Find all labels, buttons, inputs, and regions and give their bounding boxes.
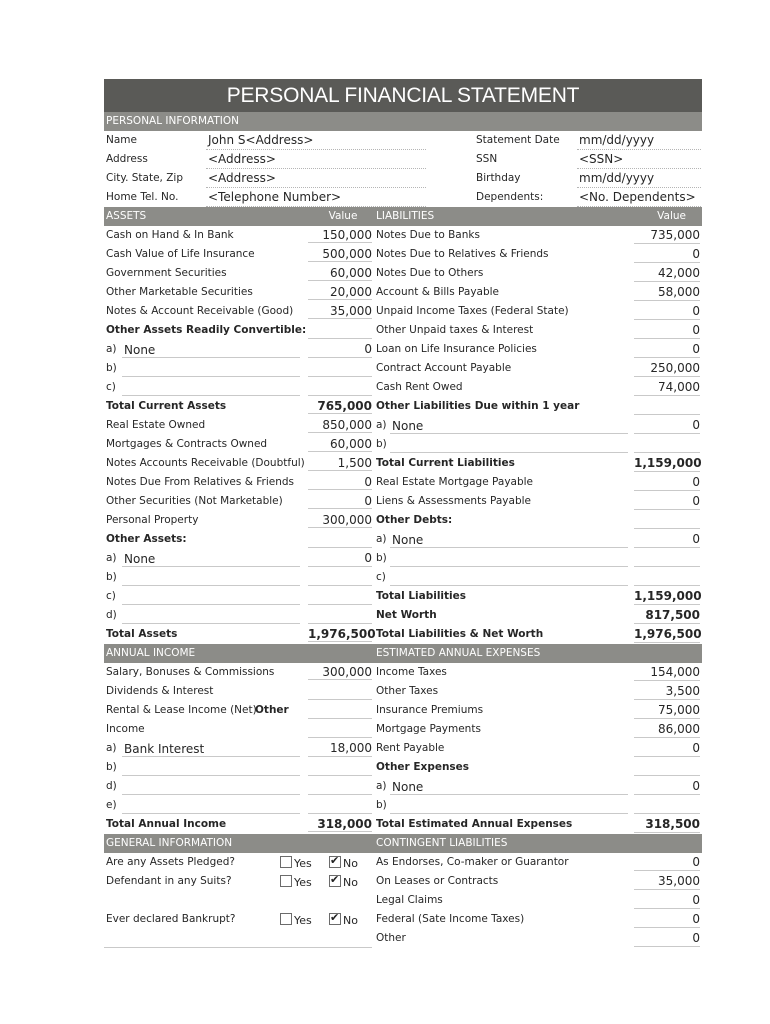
left-label: Cash on Hand & In Bank	[106, 229, 234, 241]
right-label: Net Worth	[376, 609, 437, 621]
right-label: Federal (Sate Income Taxes)	[376, 913, 525, 925]
left-description-field[interactable]	[122, 571, 300, 586]
right-amount	[634, 551, 700, 567]
left-label: b)	[106, 571, 117, 583]
left-amount-field[interactable]	[308, 779, 372, 795]
right-label: Real Estate Mortgage Payable	[376, 476, 534, 488]
left-amount-field[interactable]: 0	[308, 551, 372, 567]
left-amount: 300,000	[308, 513, 372, 528]
checkmark-icon	[329, 856, 341, 868]
form-row	[104, 777, 702, 796]
checkbox-icon	[280, 856, 292, 868]
annual-income-header: ANNUAL INCOME	[106, 647, 196, 659]
section-header-general-contingent	[104, 834, 702, 853]
right-amount: 0	[634, 342, 700, 358]
right-label: b)	[376, 799, 387, 811]
left-amount: 1,976,500	[308, 627, 376, 641]
no-checkbox[interactable]	[329, 875, 358, 889]
form-row	[104, 815, 702, 834]
left-amount	[308, 722, 372, 738]
right-label: Total Estimated Annual Expenses	[376, 818, 573, 830]
left-label: c)	[106, 590, 116, 602]
right-amount: 817,500	[634, 608, 700, 624]
no-checkbox[interactable]	[329, 913, 358, 927]
form-row	[104, 606, 702, 625]
left-amount-field[interactable]	[308, 589, 372, 605]
dependents-label: Dependents:	[476, 191, 544, 203]
left-label: Other Assets Readily Convertible:	[106, 324, 307, 336]
form-row	[104, 758, 702, 777]
section-header-assets-liabilities	[104, 207, 702, 226]
form-row	[104, 929, 702, 948]
address-label: Address	[106, 153, 148, 165]
left-amount: 850,000	[308, 418, 372, 433]
no-label: No	[343, 914, 358, 927]
right-label: Total Current Liabilities	[376, 457, 515, 469]
form-row	[104, 663, 702, 682]
right-label: Liens & Assessments Payable	[376, 495, 531, 507]
right-label: Other Taxes	[376, 685, 439, 697]
right-amount	[634, 570, 700, 586]
right-label: Notes Due to Others	[376, 267, 484, 279]
right-amount: 42,000	[634, 266, 700, 282]
form-row	[104, 720, 702, 739]
left-description-field[interactable]	[122, 590, 300, 605]
left-label-bold: Other	[255, 704, 289, 716]
right-amount	[634, 760, 700, 776]
right-amount	[634, 437, 700, 453]
left-label: a)	[106, 742, 117, 754]
left-amount-field[interactable]: 18,000	[308, 741, 372, 757]
right-amount: 318,500	[634, 817, 700, 833]
right-label: Other Debts:	[376, 514, 453, 526]
left-amount: 0	[308, 494, 372, 509]
form-row	[104, 473, 702, 492]
left-amount: 318,000	[308, 817, 372, 832]
left-amount-field[interactable]	[308, 570, 372, 586]
no-label: No	[343, 857, 358, 870]
liabilities-value-header: Value	[657, 210, 686, 222]
left-amount	[308, 532, 372, 548]
form-row	[104, 587, 702, 606]
left-label: Personal Property	[106, 514, 199, 526]
info-row-address	[104, 150, 702, 169]
left-amount: 0	[308, 475, 372, 490]
form-row	[104, 891, 702, 910]
right-label: Account & Bills Payable	[376, 286, 500, 298]
left-label: d)	[106, 780, 117, 792]
left-description-field[interactable]	[122, 362, 300, 377]
form-row	[104, 359, 702, 378]
left-label: Mortgages & Contracts Owned	[106, 438, 268, 450]
form-row	[104, 340, 702, 359]
left-label: Salary, Bonuses & Commissions	[106, 666, 275, 678]
right-label: Rent Payable	[376, 742, 445, 754]
left-label: Ever declared Bankrupt?	[106, 913, 236, 925]
left-description-field[interactable]	[122, 780, 300, 795]
right-description-field[interactable]: None	[390, 780, 628, 795]
form-row	[104, 302, 702, 321]
left-amount	[308, 684, 372, 700]
right-amount: 3,500	[634, 684, 700, 700]
checkbox-icon	[280, 913, 292, 925]
left-label: b)	[106, 362, 117, 374]
right-label: b)	[376, 552, 387, 564]
left-label: c)	[106, 381, 116, 393]
left-label: Defendant in any Suits?	[106, 875, 232, 887]
form-title: PERSONAL FINANCIAL STATEMENT	[104, 79, 702, 112]
form-row	[104, 910, 702, 929]
ssn-label: SSN	[476, 153, 498, 165]
no-label: No	[343, 876, 358, 889]
form-row	[104, 511, 702, 530]
left-label: Income	[106, 723, 145, 735]
right-description-field[interactable]	[390, 799, 628, 814]
right-amount: 1,976,500	[634, 627, 702, 641]
city-state-zip-field[interactable]: <Address>	[206, 171, 426, 188]
form-row	[104, 739, 702, 758]
name-field[interactable]: John S<Address>	[206, 133, 426, 150]
birthday-label: Birthday	[476, 172, 521, 184]
general-info-header: GENERAL INFORMATION	[106, 837, 233, 849]
checkmark-icon	[329, 913, 341, 925]
form-row	[104, 416, 702, 435]
form-row	[104, 321, 702, 340]
left-amount: 765,000	[308, 399, 372, 414]
general-contingent-rows	[104, 853, 702, 948]
left-amount-field[interactable]	[308, 380, 372, 396]
right-amount: 1,159,000	[634, 456, 702, 470]
section-header-income-expenses	[104, 644, 702, 663]
form-row	[104, 245, 702, 264]
right-amount: 58,000	[634, 285, 700, 301]
left-label: Total Assets	[106, 628, 178, 640]
right-label: Total Liabilities	[376, 590, 467, 602]
form-row	[104, 682, 702, 701]
form-row	[104, 568, 702, 587]
left-amount-field[interactable]	[308, 760, 372, 776]
right-label: Other Unpaid taxes & Interest	[376, 324, 534, 336]
right-description-field[interactable]	[390, 552, 628, 567]
form-row	[104, 283, 702, 302]
right-label: Other Liabilities Due within 1 year	[376, 400, 580, 412]
dependents-field[interactable]: <No. Dependents>	[577, 190, 701, 207]
right-description-field[interactable]	[390, 438, 628, 453]
left-description-field[interactable]: None	[122, 343, 300, 358]
left-amount	[308, 323, 372, 339]
left-amount-field[interactable]: 0	[308, 342, 372, 358]
right-amount: 86,000	[634, 722, 700, 738]
right-label: As Endorses, Co-maker or Guarantor	[376, 856, 569, 868]
right-amount: 154,000	[634, 665, 700, 681]
left-label: Are any Assets Pledged?	[106, 856, 235, 868]
assets-value-header: Value	[328, 210, 358, 222]
info-row-city	[104, 169, 702, 188]
right-amount	[634, 513, 700, 529]
right-label: a)	[376, 419, 387, 431]
right-amount: 0	[634, 247, 700, 263]
right-label: Contract Account Payable	[376, 362, 512, 374]
form-row	[104, 701, 702, 720]
contingent-liabilities-header: CONTINGENT LIABILITIES	[376, 837, 508, 849]
right-amount: 35,000	[634, 874, 700, 890]
liabilities-header: LIABILITIES	[376, 210, 435, 222]
form-row	[104, 872, 702, 891]
left-amount-field[interactable]	[308, 798, 372, 814]
left-amount: 500,000	[308, 247, 372, 262]
left-amount: 35,000	[308, 304, 372, 319]
right-amount: 75,000	[634, 703, 700, 719]
form-row	[104, 454, 702, 473]
left-description-field[interactable]: Bank Interest	[122, 742, 300, 757]
right-amount	[634, 798, 700, 814]
right-amount: 74,000	[634, 380, 700, 396]
left-amount: 60,000	[308, 266, 372, 281]
yes-label: Yes	[294, 857, 312, 870]
left-label: Notes Accounts Receivable (Doubtful)	[106, 457, 305, 469]
annual-expenses-header: ESTIMATED ANNUAL EXPENSES	[376, 647, 541, 659]
form-row	[104, 796, 702, 815]
left-amount	[308, 703, 372, 719]
right-label: Other	[376, 932, 406, 944]
right-label: Notes Due to Relatives & Friends	[376, 248, 549, 260]
left-label: Notes & Account Receivable (Good)	[106, 305, 294, 317]
name-label: Name	[106, 134, 137, 146]
right-label: Mortgage Payments	[376, 723, 481, 735]
form-row	[104, 625, 702, 644]
ssn-field[interactable]: <SSN>	[577, 152, 701, 169]
right-amount: 1,159,000	[634, 589, 702, 603]
right-amount: 0	[634, 855, 700, 871]
left-label: Total Current Assets	[106, 400, 227, 412]
birthday-field[interactable]: mm/dd/yyyy	[577, 171, 701, 188]
address-field[interactable]: <Address>	[206, 152, 426, 169]
section-label: PERSONAL INFORMATION	[106, 115, 240, 127]
left-label: Notes Due From Relatives & Friends	[106, 476, 294, 488]
left-description-field[interactable]	[122, 609, 300, 624]
left-label: Dividends & Interest	[106, 685, 214, 697]
right-amount: 0	[634, 779, 700, 795]
right-amount: 250,000	[634, 361, 700, 377]
right-amount: 0	[634, 475, 700, 491]
form-row	[104, 549, 702, 568]
yes-checkbox[interactable]	[280, 875, 312, 889]
left-amount-field[interactable]	[308, 361, 372, 377]
form-row	[104, 226, 702, 245]
left-amount: 20,000	[308, 285, 372, 300]
yes-label: Yes	[294, 876, 312, 889]
left-amount: 150,000	[308, 228, 372, 243]
info-row-phone	[104, 188, 702, 207]
right-description-field[interactable]	[390, 571, 628, 586]
right-description-field[interactable]: None	[390, 419, 628, 434]
assets-header: ASSETS	[106, 210, 147, 222]
checkbox-icon	[280, 875, 292, 887]
right-label: Total Liabilities & Net Worth	[376, 628, 544, 640]
right-label: Insurance Premiums	[376, 704, 484, 716]
right-label: Legal Claims	[376, 894, 443, 906]
right-description-field[interactable]: None	[390, 533, 628, 548]
home-tel-label: Home Tel. No.	[106, 191, 179, 203]
right-label: Cash Rent Owed	[376, 381, 463, 393]
financial-statement-form	[104, 79, 702, 948]
left-label: Rental & Lease Income (Net)	[106, 704, 257, 716]
left-description-field[interactable]	[122, 761, 300, 776]
right-label: Notes Due to Banks	[376, 229, 480, 241]
city-state-zip-label: City. State, Zip	[106, 172, 184, 184]
yes-checkbox[interactable]	[280, 913, 312, 927]
section-header-personal-information	[104, 112, 702, 131]
left-label: Total Annual Income	[106, 818, 227, 830]
right-label: a)	[376, 533, 387, 545]
form-row	[104, 378, 702, 397]
left-divider	[104, 947, 372, 948]
left-amount: 60,000	[308, 437, 372, 452]
form-row	[104, 492, 702, 511]
left-label: e)	[106, 799, 117, 811]
right-amount: 0	[634, 931, 700, 947]
left-label: b)	[106, 761, 117, 773]
right-amount	[634, 399, 700, 415]
form-row	[104, 435, 702, 454]
left-label: a)	[106, 552, 117, 564]
form-row	[104, 397, 702, 416]
right-amount: 0	[634, 893, 700, 909]
left-label: Real Estate Owned	[106, 419, 206, 431]
left-amount: 1,500	[308, 456, 372, 471]
left-amount-field[interactable]	[308, 608, 372, 624]
right-amount: 0	[634, 912, 700, 928]
right-label: b)	[376, 438, 387, 450]
right-amount: 0	[634, 304, 700, 320]
left-label: Other Securities (Not Marketable)	[106, 495, 283, 507]
right-amount: 735,000	[634, 228, 700, 244]
assets-liabilities-rows	[104, 226, 702, 644]
right-label: c)	[376, 571, 386, 583]
left-label: Other Assets:	[106, 533, 187, 545]
statement-date-label: Statement Date	[476, 134, 560, 146]
yes-label: Yes	[294, 914, 312, 927]
right-label: Other Expenses	[376, 761, 470, 773]
income-expense-rows	[104, 663, 702, 834]
right-amount: 0	[634, 418, 700, 434]
statement-date-field[interactable]: mm/dd/yyyy	[577, 133, 701, 150]
home-tel-field[interactable]: <Telephone Number>	[206, 190, 426, 207]
left-label: Other Marketable Securities	[106, 286, 253, 298]
right-label: Unpaid Income Taxes (Federal State)	[376, 305, 569, 317]
form-row	[104, 853, 702, 872]
checkmark-icon	[329, 875, 341, 887]
yes-checkbox[interactable]	[280, 856, 312, 870]
right-amount: 0	[634, 532, 700, 548]
right-label: On Leases or Contracts	[376, 875, 499, 887]
left-label: d)	[106, 609, 117, 621]
right-label: Loan on Life Insurance Policies	[376, 343, 537, 355]
info-row-name	[104, 131, 702, 150]
no-checkbox[interactable]	[329, 856, 358, 870]
left-label: a)	[106, 343, 117, 355]
form-row	[104, 530, 702, 549]
left-label: Cash Value of Life Insurance	[106, 248, 255, 260]
right-amount: 0	[634, 323, 700, 339]
form-row	[104, 264, 702, 283]
left-description-field[interactable]	[122, 799, 300, 814]
right-amount: 0	[634, 494, 700, 510]
left-amount: 300,000	[308, 665, 372, 680]
left-description-field[interactable]: None	[122, 552, 300, 567]
right-label: Income Taxes	[376, 666, 447, 678]
left-description-field[interactable]	[122, 381, 300, 396]
left-label: Government Securities	[106, 267, 227, 279]
right-label: a)	[376, 780, 387, 792]
right-amount: 0	[634, 741, 700, 757]
